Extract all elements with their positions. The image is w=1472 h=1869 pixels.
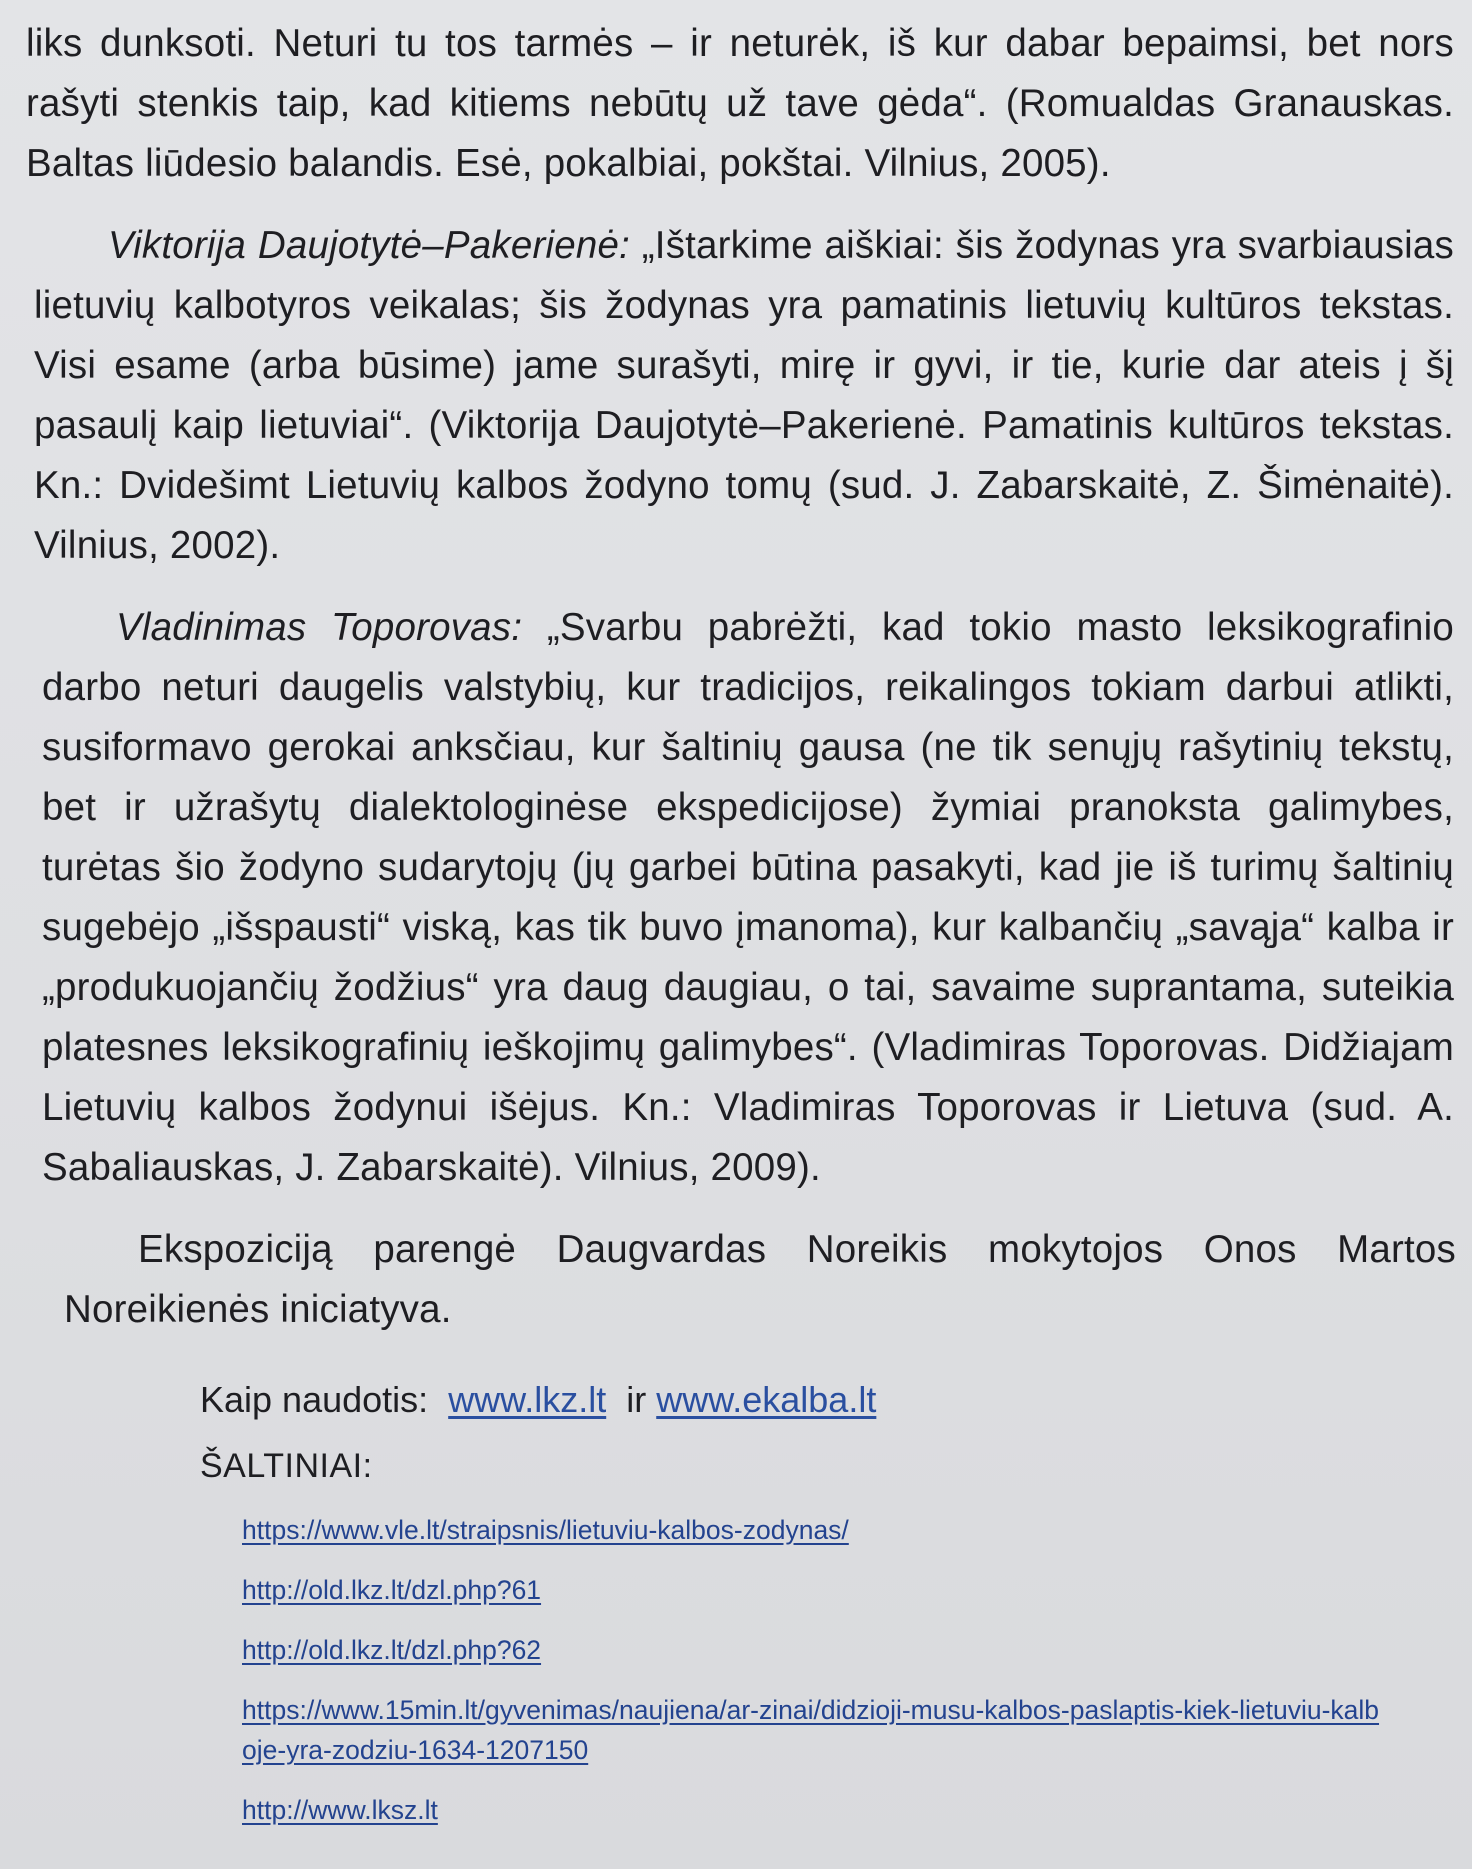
connector-text: ir xyxy=(626,1379,647,1420)
lkz-link[interactable]: www.lkz.lt xyxy=(448,1379,607,1420)
how-to-use-line xyxy=(200,1370,1440,1430)
source-link-vle[interactable]: https://www.vle.lt/straipsnis/lietuviu-kalbos-zodynas/ xyxy=(242,1515,849,1545)
sources-list xyxy=(200,1510,1440,1830)
how-to-use-label: Kaip naudotis: xyxy=(200,1379,429,1420)
list-item xyxy=(242,1630,1440,1670)
quote-author: Vladinimas Toporovas: xyxy=(116,606,523,649)
ekalba-link[interactable]: www.ekalba.lt xyxy=(656,1379,877,1420)
source-link-lksz[interactable]: http://www.lksz.lt xyxy=(242,1795,438,1825)
references-section xyxy=(200,1370,1440,1850)
paragraph-text: liks dunksoti. Neturi tu tos tarmės – ir neturėk, iš kur dabar bepaimsi, bet nors rašyti stenkis taip, kad kitiems nebūtų už tave gėda“. (Romualdas Granauskas. Baltas liūdesio balandis. Esė, pokalbiai, pokštai. Vilnius, 2005). xyxy=(26,22,1454,185)
exposition-credit xyxy=(64,1220,1456,1340)
paragraph-text: „Ištarkime aiškiai: šis žodynas yra svarbiausias lietuvių kalbotyros veikalas; šis žodynas yra pamatinis lietuvių kultūros tekstas. Visi esame (arba būsime) jame surašyti, mirę ir gyvi, ir tie, kurie dar ateis į šį pasaulį kaip lietuviai“. (Viktorija Daujotytė–Pakerienė. Pamatinis kultūros tekstas. Kn.: Dvidešimt Lietuvių kalbos žodyno tomų (sud. J. Zabarskaitė, Z. Šimėnaitė). Vilnius, 2002). xyxy=(34,224,1454,567)
quote-daujotyte xyxy=(34,216,1454,576)
source-link-dzl-61[interactable]: http://old.lkz.lt/dzl.php?61 xyxy=(242,1575,542,1605)
sources-heading: ŠALTINIAI: xyxy=(200,1447,373,1485)
document-body xyxy=(26,14,1456,1362)
list-item xyxy=(242,1510,1440,1550)
source-link-dzl-62[interactable]: http://old.lkz.lt/dzl.php?62 xyxy=(242,1635,542,1665)
quote-granauskas-tail xyxy=(26,14,1454,194)
source-link-15min[interactable]: https://www.15min.lt/gyvenimas/naujiena/ar-zinai/didzioji-musu-kalbos-paslaptis-kiek-lietuviu-kalboje-yra-zodziu-1634-1207150 xyxy=(242,1695,1380,1765)
list-item xyxy=(242,1690,1440,1770)
list-item xyxy=(242,1790,1440,1830)
paragraph-text: Ekspoziciją parengė Daugvardas Noreikis mokytojos Onos Martos Noreikienės iniciatyva. xyxy=(64,1228,1456,1331)
list-item xyxy=(242,1570,1440,1610)
quote-author: Viktorija Daujotytė–Pakerienė: xyxy=(108,224,630,267)
quote-toporovas xyxy=(42,598,1454,1198)
paragraph-text: „Svarbu pabrėžti, kad tokio masto leksikografinio darbo neturi daugelis valstybių, kur tradicijos, reikalingos tokiam darbui atlikti, susiformavo gerokai anksčiau, kur šaltinių gausa (ne tik senųjų rašytinių tekstų, bet ir užrašytų dialektologinėse ekspedicijose) žymiai pranoksta galimybes, turėtas šio žodyno sudarytojų (jų garbei būtina pasakyti, kad jie iš turimų šaltinių sugebėjo „išspausti“ viską, kas tik buvo įmanoma), kur kalbančių „savąja“ kalba ir „produkuojančių žodžius“ yra daug daugiau, o tai, savaime suprantama, suteikia platesnes leksikografinių ieškojimų galimybes“. (Vladimiras Toporovas. Didžiajam Lietuvių kalbos žodynui išėjus. Kn.: Vladimiras Toporovas ir Lietuva (sud. A. Sabaliauskas, J. Zabarskaitė). Vilnius, 2009). xyxy=(42,606,1454,1189)
